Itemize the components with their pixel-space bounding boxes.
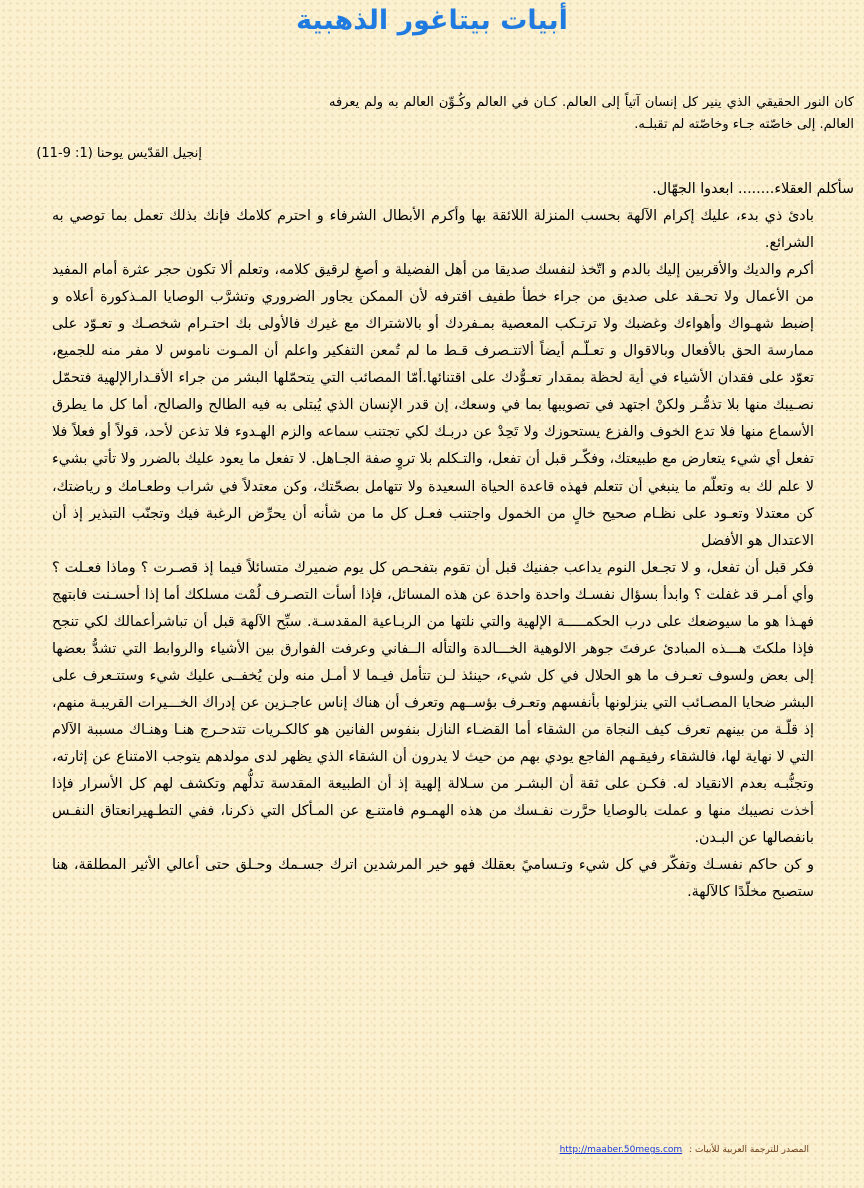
- epigraph-source: إنجيل القدّيس يوحنا (1: 9-11): [36, 146, 202, 161]
- page-title: أبيات بيتاغور الذهبية: [296, 5, 568, 36]
- source-footer: [560, 1143, 809, 1157]
- poem-paragraph: و كن حاكم نفسـك وتفكّر في كل شيء وتـساميً بعقلك فهو خير المرشدين اترك جسـمك وحـلق حتى أعالي الأثير المطلقة، هنا ستصبح مخلّدًا كالآلهة.: [52, 857, 814, 901]
- poem-paragraph: بادئ ذي بدء، عليك إكرام الآلهة بحسب المنزلة اللائقة بها وأكرم الأبطال الشرفاء و احترم كلامك فإنك بذلك تعمل بما توصي به الشرائع.: [52, 208, 814, 252]
- epigraph-quote: كان النور الحقيقي الذي ينير كل إنسان آتياً إلى العالم. كـان في العالم وكُـوِّن العالم به ولم يعرفه العالم. إلى خاصّته جـاء وخاصّته لم تقبلـه.: [329, 95, 854, 132]
- poem-intro: سأكلم العقلاء........ ابعدوا الجهّال.: [652, 181, 854, 197]
- source-link[interactable]: http://maaber.50megs.com: [559, 1145, 683, 1155]
- footer-label: المصدر للترجمة العربية للأبيات :: [689, 1145, 809, 1155]
- poem-paragraph: فكر قبل أن تفعل، و لا تجـعل النوم يداعب جفنيك قبل أن تقوم بتفحـص كل يوم ضميرك متسائلاً فيما إذ قصـرت ؟ وماذا فعـلت ؟ وأي أمـر قد غفلت ؟ وابدأ بسؤال نفسـك واحدة واحدة عن هذه المسائل، فإذا أسأت التصـرف لُمْت مسلكك أما إذا أحسـنت فابتهج فهـذا هو ما سيوضعك على درب الحكمـــــة الإلهية والتي نلتها من الربـاعية المقدسـة. سبِّح الآلهة قبل أن تباشرأعمالك لكي تنجح فإذا ملكتَ هـــذه المبادئ عرفتَ جوهر الالوهية الخـــالدة والتأله الــفاني وعرفت الفوارق بين الأشياء والروابط التي تشدُّ بعضها إلى بعض ولسوف تعـرف ما هو الحلال في كل شيء، حينئذ لـن تتأمل فيـما لا أمـل منه ولن يُخفــى عليك شيء وستتـعرف على البشر ضحايا المصـائب التي ينزلونها بأنفسهم وتعـرف بؤســهم وتعرف أن هناك إناس عاجـزين عن إدراك الخـــيرات القريبـة منهم، إذ قلّـة من بينهم تعرف كيف النجاة من الشقاء أما القضـاء النازل بنفوس الفانين هو كالكـريات تتدحـرج هنـا وهنـاك مسببة الآلام التي لا نهاية لها، فالشقاء رفيقـهم الفاجع يودي بهم من حيث لا يدرون أن الشقاء الذي يظهر لدى مولدهم يتوجب الامتناع عن إثارته، وتجنُّبـه بعدم الانقياد له. فكـن على ثقة أن البشـر من سـلالة إلهية إذ أن الطبيعة المقدسة تدلُّهم وتكشف لهم كل الأسرار فإذا أخذت نصيبك منها و عملت بالوصايا حرَّرت نفـسك من هذه الهمـوم فامتنـع عن المـأكل التي ذكرنا، ففي التطـهيرانعتاق النفـس بانفصالها عن البـدن.: [52, 559, 814, 847]
- poem-paragraph: أكرم والديك والأقربين إليك بالدم و اتّخذ لنفسك صديقا من أهل الفضيلة و أصغِ لرقيق كلامه، وتعلم ألا تكون حجر عثرة أمام المفيد من الأعمال ولا تحـقد على صديق من جراء خطأ طفيف اقترفه لأن الممكن يجاور الضروري وتشرَّب الوصايا المـذكورة أعلاه و إضبط شهـواك وأهواءك وغضبك ولا ترتـكب المعصية بمـفردك أو بالاشتراك مع غيرك فالأولى بك احتـرام شخصـك و تعـوّد على ممارسة الحق بالأفعال وبالاقوال و تعـلّـم أيضاً ألاتتـصرف قـط ما لم تُمعن التفكير واعلم أن المـوت ناموس لا مفر منه للجميع، تعوّد على فقدان الأشياء في أية لحظة بمقدار تعـوُّدك على اقتنائها.أمّا المصائب التي يتحمّلها البشر من جراء الأقـدارالإلهية فتحمّل نصـيبك منها بلا تذمُّـر ولكنْ اجتهد في تصويبها بما في وسعك، إن قدر الإنسان الذي يُبتلى به فيه الطالح والصالح، أما كل ما يطرق الأسماع منها فلا تدع الخوف والفزع يستحوزك ولا تَحِدْ عن دربـك لكي تجتنب سماعه والزم الهـدوء فلا تذعن لأحد، قولاً أو فعلاً فلا تفعل أي شيء يتعارض مع طبيعتك، وفكّـر قبل أن تفعل، والتـكلم بلا تروٍ صفة الجـاهل. لا تفعل ما يعود عليك بالضرر ولا تأتي بشيء لا علم لك به وتعلّم ما ينبغي أن تتعلم فهذه قاعدة الحياة السعيدة ولا تتهامل بصحّتك، وكن معتدلاً في شراب وطعـامك و رياضتك، كن معتدلا وتعـود على نظـام صحيح خالٍ من الخمول واجتنب فعـل كل ما من شأنه أن يحرِّض الرغبة فيك وتجنّب التبذير إذ أن الاعتدال هو الأفضل: [52, 262, 814, 549]
- poem-body: [52, 176, 854, 906]
